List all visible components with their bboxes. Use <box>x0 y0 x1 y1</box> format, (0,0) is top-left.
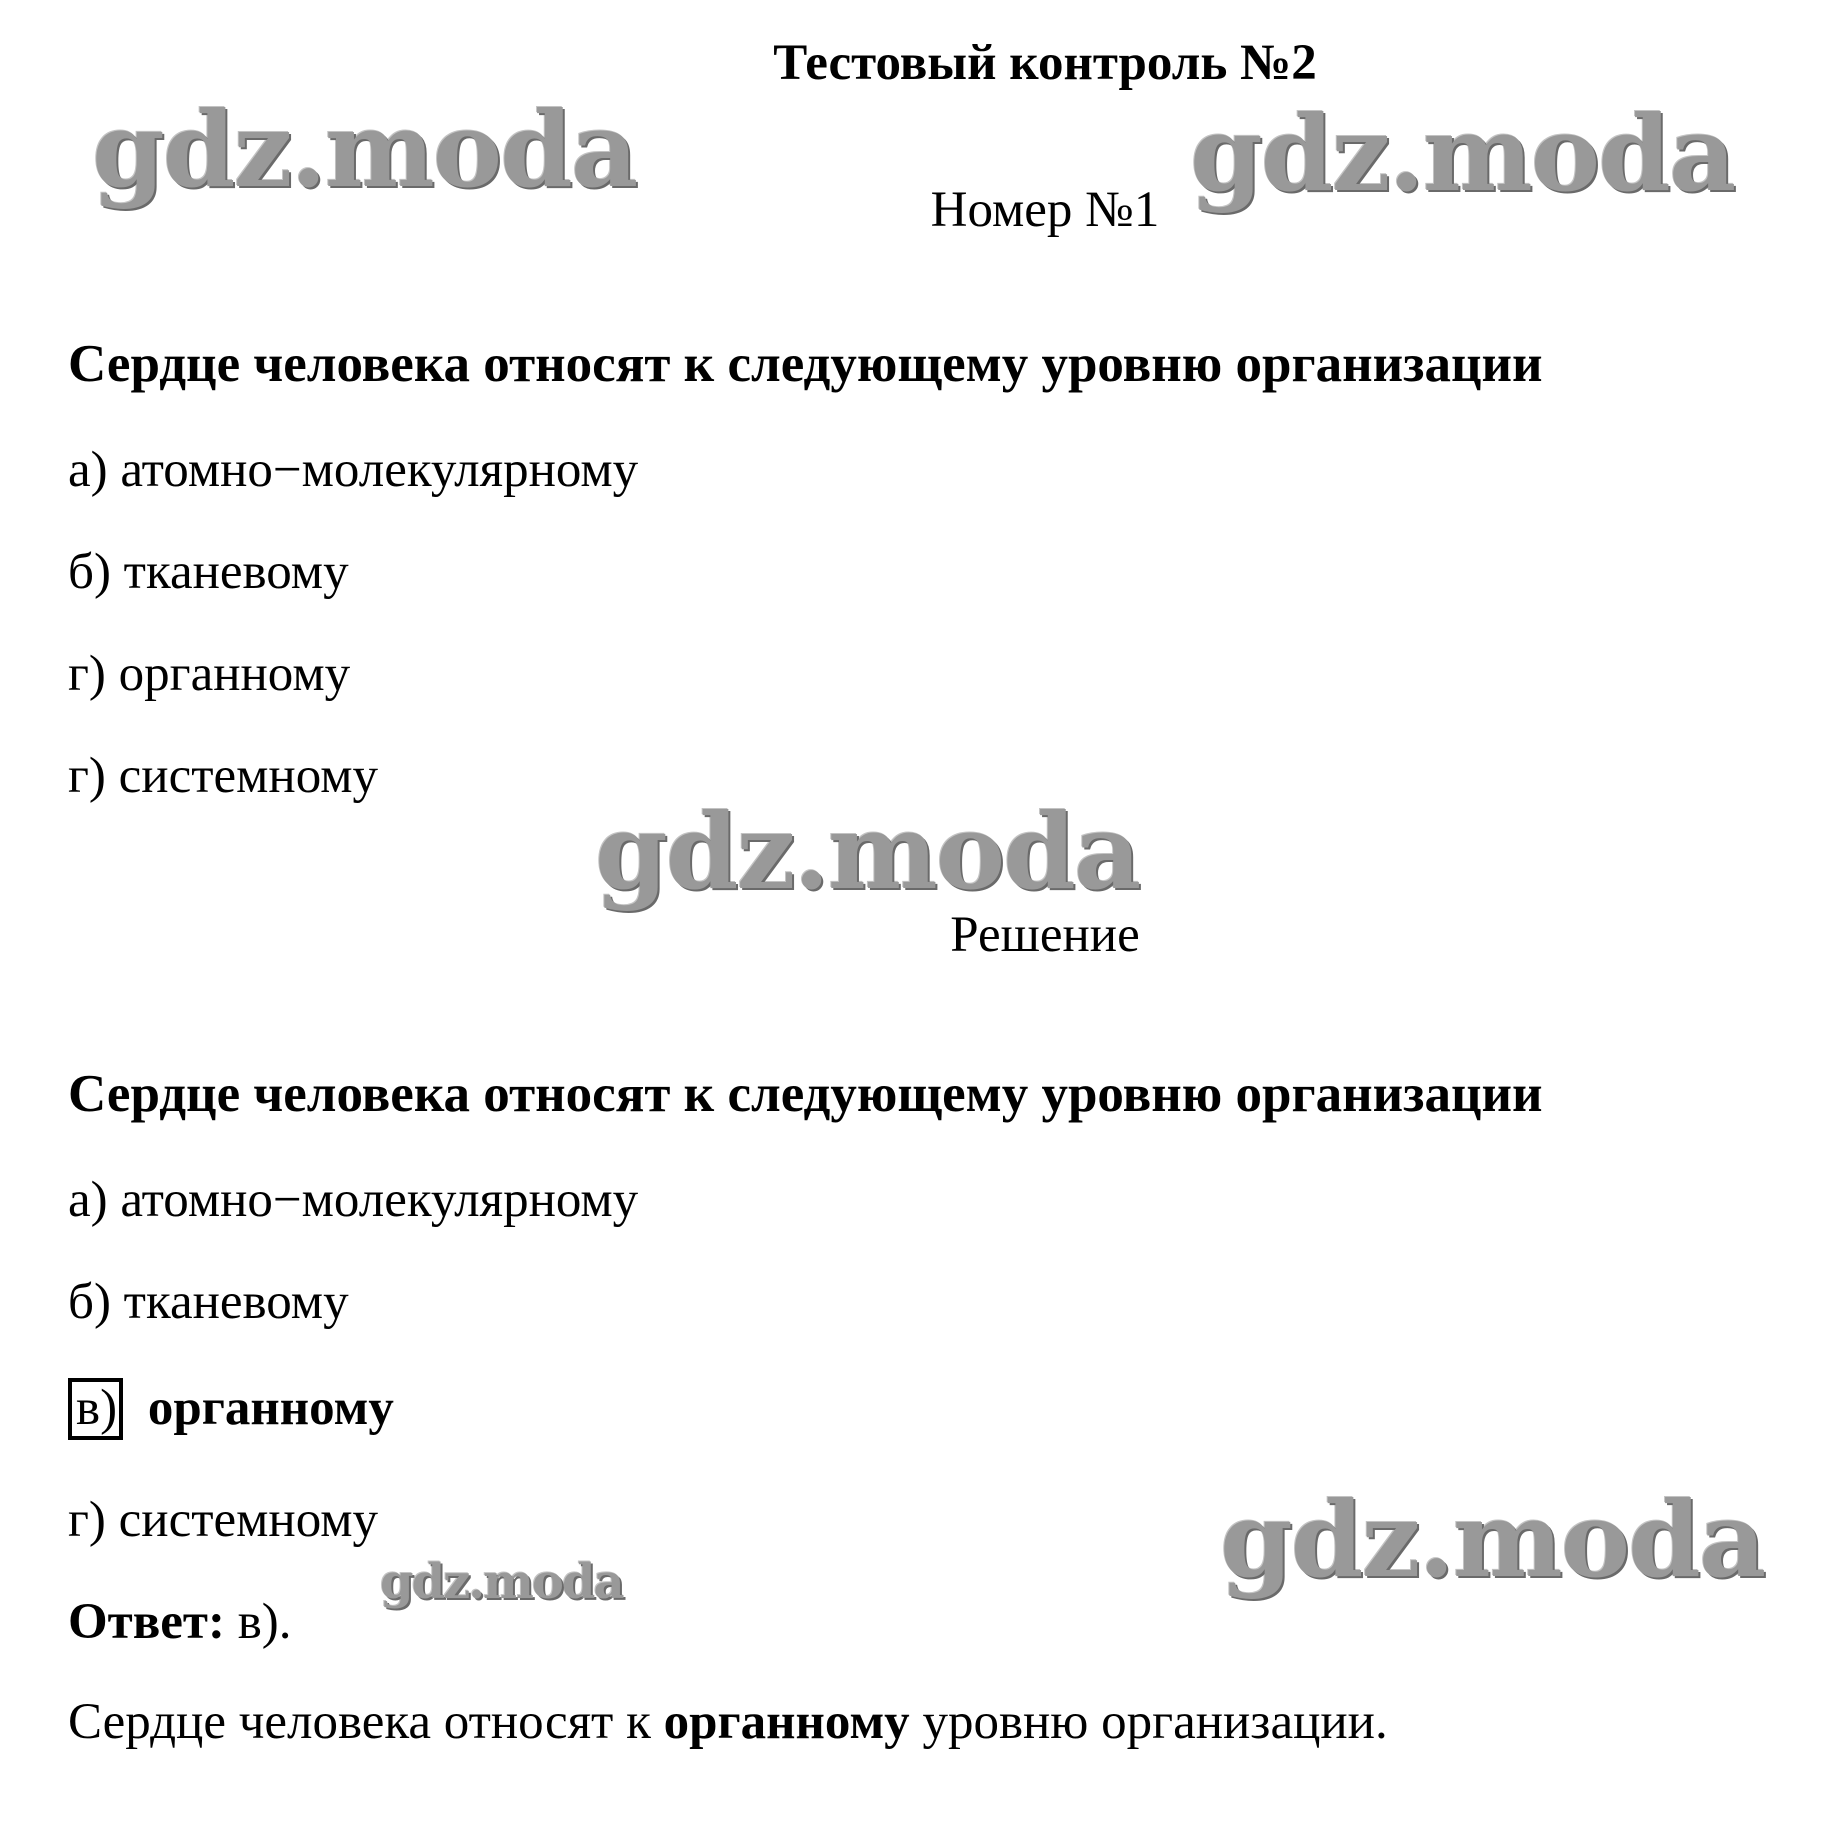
solution-question-text: Сердце человека относят к следующему уровню организации <box>68 1065 1543 1123</box>
explanation-end: уровню организации. <box>922 1694 1388 1750</box>
explanation <box>68 1694 1388 1750</box>
explanation-start: Сердце человека относят к <box>68 1694 651 1750</box>
watermark-logo: gdz.moda <box>92 88 637 211</box>
page-title: Тестовый контроль №2 <box>773 35 1317 91</box>
answer-label: Ответ: <box>68 1594 225 1650</box>
task-number: Номер №1 <box>930 182 1160 238</box>
question-option-d: г) системному <box>68 748 379 804</box>
question-option-b: б) тканевому <box>68 544 349 600</box>
solution-option-b: б) тканевому <box>68 1274 349 1330</box>
answer-line <box>68 1594 292 1650</box>
watermark-logo: gdz.moda <box>1220 1478 1765 1601</box>
solution-heading: Решение <box>950 907 1140 963</box>
watermark-logo: gdz.moda <box>380 1554 623 1610</box>
question-option-c: г) органному <box>68 646 351 702</box>
solution-option-c <box>68 1378 394 1440</box>
correct-option-text: органному <box>147 1380 394 1436</box>
watermark-logo: gdz.moda <box>595 790 1140 913</box>
solution-option-d: г) системному <box>68 1492 379 1548</box>
solution-option-a: а) атомно−молекулярному <box>68 1172 639 1228</box>
answer-value: в). <box>237 1594 292 1650</box>
watermark-logo: gdz.moda <box>1190 92 1735 215</box>
correct-option-marker: в) <box>68 1378 123 1440</box>
question-text: Сердце человека относят к следующему уровню организации <box>68 335 1543 393</box>
explanation-bold: органному <box>663 1694 910 1750</box>
question-option-a: а) атомно−молекулярному <box>68 442 639 498</box>
